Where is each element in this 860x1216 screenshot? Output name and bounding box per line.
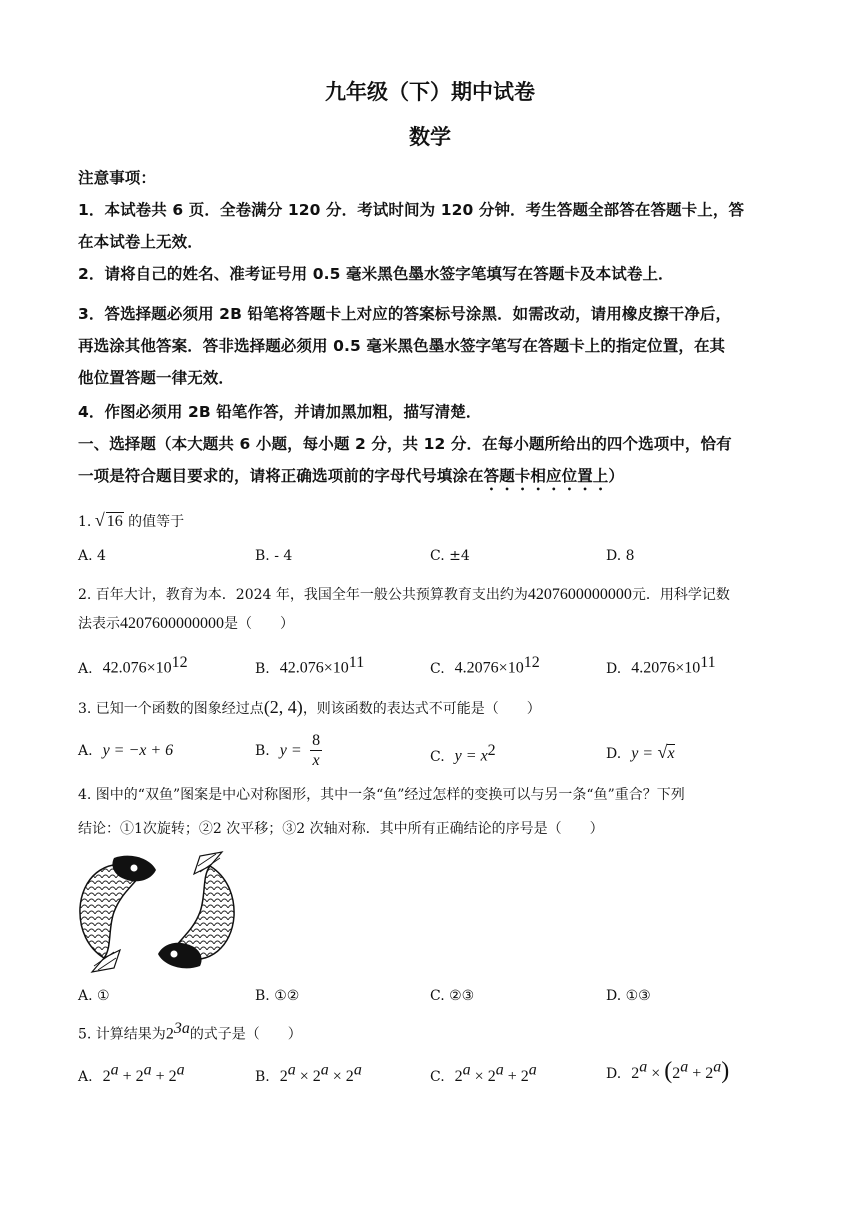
- question-3-option-d[interactable]: [606, 742, 675, 763]
- fraction-denominator: x: [312, 752, 320, 769]
- question-1-option-d[interactable]: D. 8: [606, 548, 635, 564]
- option-expression: $2^a \times (2^a + 2^a)$: [631, 1058, 730, 1084]
- question-2-number-1: 4207600000000: [527, 586, 632, 603]
- question-1-radical: [94, 510, 124, 530]
- notice-item-1-line-1: 1．本试卷共 6 页．全卷满分 120 分．考试时间为 120 分钟．考生答题全部答在答题卡上，答: [78, 201, 745, 219]
- page-title: 九年级（下）期中试卷: [325, 80, 535, 104]
- option-mantissa: 4.2076: [631, 659, 676, 677]
- option-exponent: 11: [700, 654, 716, 671]
- option-label: D.: [606, 746, 622, 762]
- notice-item-3-line-3: 他位置答题一律无效．: [78, 369, 235, 387]
- question-3-option-c[interactable]: [430, 742, 496, 766]
- question-4-line-1: 4. 图中的“双鱼”图案是中心对称图形，其中一条“鱼”经过怎样的变换可以与另一条“鱼”重合？下列: [78, 787, 685, 803]
- question-2-line-1: [78, 584, 783, 604]
- option-label: D.: [606, 1066, 622, 1082]
- option-label: B.: [255, 743, 270, 759]
- option-lhs: y =: [279, 742, 302, 759]
- option-label: D.: [606, 660, 622, 677]
- question-3-option-b[interactable]: [255, 732, 322, 771]
- question-4-option-d[interactable]: D. ①③: [606, 988, 651, 1004]
- section-1-heading-line-1: 一、选择题（本大题共 6 小题，每小题 2 分，共 12 分．在每小题所给出的四个选项中，恰有: [78, 435, 732, 453]
- question-1-option-c[interactable]: C. ±4: [430, 548, 470, 564]
- notice-item-3-line-2: 再选涂其他答案．答非选择题必须用 0.5 毫米黑色墨水签字笔写在答题卡上的指定位置，在其: [78, 337, 726, 355]
- question-2-line-2-pre: 法表示: [78, 616, 120, 632]
- question-5: [78, 1020, 783, 1044]
- question-5-base: 2: [165, 1025, 174, 1043]
- option-label: B.: [255, 1069, 270, 1086]
- notice-item-1-line-2: 在本试卷上无效．: [78, 233, 203, 251]
- question-5-option-d[interactable]: [606, 1058, 729, 1085]
- section-1-heading-line-2: [78, 464, 783, 494]
- question-1-option-b[interactable]: B. - 4: [255, 548, 293, 564]
- question-4-line-2: 结论：①1次旋转；②2 次平移；③2 次轴对称．其中所有正确结论的序号是（ ）: [78, 821, 604, 837]
- question-1-radicand: 16: [106, 513, 123, 530]
- question-2-option-a[interactable]: [78, 654, 188, 678]
- option-lhs: y =: [631, 745, 654, 762]
- question-2-option-c[interactable]: [430, 654, 540, 678]
- question-3-point: (2, 4): [263, 697, 303, 717]
- question-2-line-2-post: 是（ ）: [224, 616, 294, 632]
- option-mantissa: 4.2076: [454, 659, 499, 677]
- question-1-number: 1.: [78, 514, 92, 530]
- question-3: [78, 697, 783, 718]
- question-2-line-1-post: 元．用科学记数: [631, 587, 730, 603]
- option-expression: y = −x + 6: [102, 742, 174, 759]
- question-4-option-c[interactable]: C. ②③: [430, 988, 475, 1004]
- option-exponent: 12: [171, 654, 188, 671]
- sqrt-sign-icon: √: [94, 510, 105, 530]
- question-5-option-c[interactable]: [430, 1062, 537, 1086]
- notice-item-2: 2．请将自己的姓名、准考证号用 0.5 毫米黑色墨水签字笔填写在答题卡及本试卷上．: [78, 265, 674, 283]
- option-mantissa: 42.076: [102, 659, 147, 677]
- question-2-line-2: [78, 613, 783, 633]
- question-5-option-b[interactable]: [255, 1062, 362, 1086]
- question-3-post: ，则该函数的表达式不可能是（ ）: [302, 701, 541, 717]
- section-1-line-2-emphasis: 答题卡相应位置上: [483, 467, 609, 485]
- notice-heading: 注意事项：: [78, 169, 157, 187]
- double-fish-figure: [74, 848, 240, 976]
- section-1-line-2-pre: 一项是符合题目要求的，请将正确选项前的字母代号填涂在: [78, 467, 484, 485]
- fraction-numerator: 8: [312, 732, 321, 749]
- question-4-option-a[interactable]: A. ①: [78, 988, 110, 1004]
- sqrt-sign-icon: √: [657, 742, 668, 762]
- subject-title: 数学: [409, 125, 451, 149]
- question-2-option-d[interactable]: [606, 654, 716, 678]
- option-exponent: 12: [523, 654, 540, 671]
- option-expression: $2^a \times 2^a + 2^a$: [454, 1062, 537, 1086]
- option-label: C.: [430, 1069, 445, 1086]
- option-expression: $2^a + 2^a + 2^a$: [102, 1062, 185, 1086]
- option-fraction: [310, 732, 322, 771]
- option-exponent: 11: [348, 654, 365, 671]
- question-1: [78, 510, 783, 531]
- option-base: ×10: [675, 659, 701, 677]
- fish-right-icon: [158, 852, 234, 968]
- question-1-option-a[interactable]: A. 4: [78, 548, 106, 564]
- option-expression: y = x: [454, 747, 488, 765]
- option-expression: $2^a \times 2^a \times 2^a$: [279, 1062, 362, 1086]
- section-1-line-2-post: ）: [608, 467, 625, 485]
- question-2-line-1-pre: 2. 百年大计，教育为本．2024 年，我国全年一般公共预算教育支出约为: [78, 587, 528, 603]
- option-label: C.: [430, 748, 445, 765]
- fish-left-icon: [80, 856, 156, 972]
- question-3-option-a[interactable]: [78, 742, 173, 760]
- option-label: A.: [78, 660, 93, 677]
- question-5-option-a[interactable]: [78, 1062, 185, 1086]
- question-4-option-b[interactable]: B. ①②: [255, 988, 300, 1004]
- option-base: ×10: [146, 659, 172, 677]
- question-2-number-2: 4207600000000: [120, 615, 224, 632]
- question-5-pre: 5. 计算结果为: [78, 1026, 166, 1043]
- notice-item-4: 4．作图必须用 2B 铅笔作答，并请加黑加粗，描写清楚．: [78, 403, 482, 421]
- question-5-post: 的式子是（ ）: [189, 1026, 302, 1043]
- question-2-option-b[interactable]: [255, 654, 364, 678]
- option-label: B.: [255, 660, 270, 677]
- option-label: A.: [78, 1069, 93, 1086]
- option-label: A.: [78, 743, 93, 759]
- option-radicand: x: [667, 745, 675, 762]
- option-label: C.: [430, 660, 445, 677]
- question-1-text: 的值等于: [128, 514, 185, 530]
- option-mantissa: 42.076: [279, 659, 324, 677]
- question-3-pre: 3. 已知一个函数的图象经过点: [78, 701, 264, 717]
- question-5-exponent: 3a: [173, 1020, 190, 1037]
- option-base: ×10: [323, 659, 349, 677]
- notice-item-3-line-1: 3．答选择题必须用 2B 铅笔将答题卡上对应的答案标号涂黑．如需改动，请用橡皮擦干净后，: [78, 305, 732, 323]
- option-exponent: 2: [487, 742, 496, 759]
- option-base: ×10: [498, 659, 524, 677]
